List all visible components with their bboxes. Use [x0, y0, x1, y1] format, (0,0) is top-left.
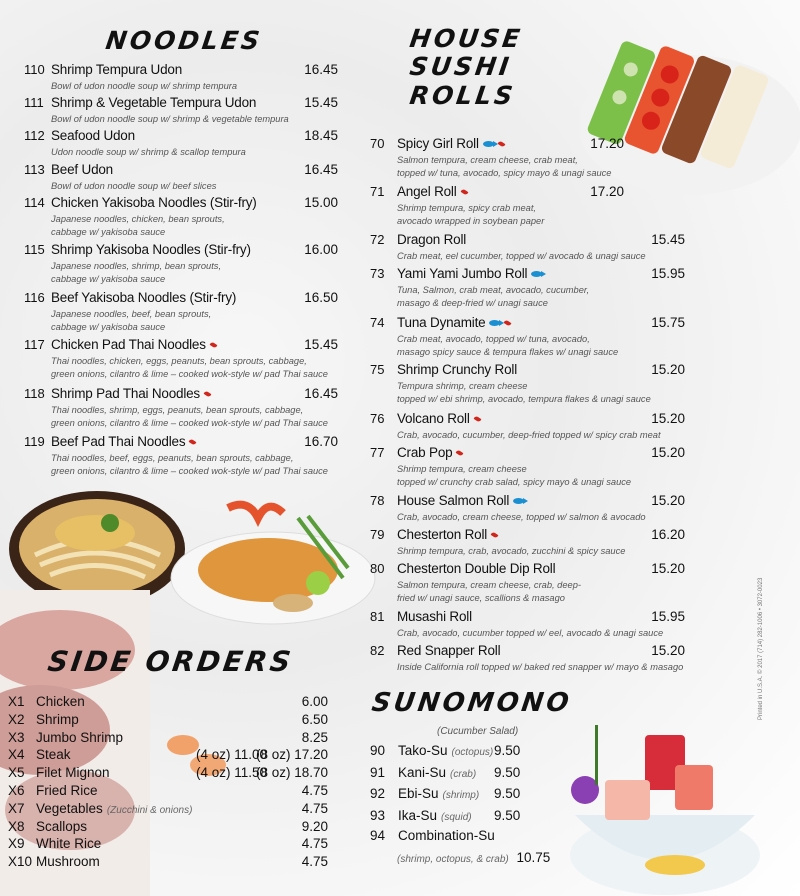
roll-item	[370, 184, 688, 228]
item-description: Tuna, Salmon, crab meat, avocado, cucumber,	[397, 285, 590, 295]
item-description: cabbage w/ yakisoba sauce	[51, 322, 166, 333]
item-number: 116	[24, 290, 45, 305]
item-name	[51, 195, 257, 210]
item-name-text: Dragon Roll	[397, 232, 467, 247]
item-name	[36, 730, 123, 745]
item-code: X8	[8, 818, 25, 834]
item-name	[397, 609, 472, 624]
chili-pepper-icon	[473, 416, 481, 423]
item-note: (shrimp, octopus, & crab)	[397, 854, 509, 865]
roll-item	[370, 266, 688, 310]
item-name	[36, 836, 101, 851]
item-price: 16.50	[304, 290, 338, 305]
item-description: Japanese noodles, beef, bean sprouts,	[51, 309, 212, 319]
item-name	[397, 527, 498, 542]
item-name	[51, 242, 251, 257]
item-code: X7	[8, 800, 25, 816]
chili-pepper-icon	[504, 320, 512, 327]
item-number: 77	[370, 445, 385, 460]
item-name-text: White Rice	[36, 836, 102, 852]
noodle-item	[24, 434, 344, 478]
item-name-text: Red Snapper Roll	[397, 643, 501, 658]
item-description: Udon noodle soup w/ shrimp & scallop tempura	[51, 147, 246, 157]
item-number: 115	[24, 242, 45, 257]
item-description: topped w/ ebi shrimp, avocado, tempura flakes & unagi sauce	[397, 394, 651, 405]
item-description: masago & deep-fried w/ unagi sauce	[397, 298, 548, 309]
item-name	[51, 62, 182, 77]
item-price: 16.45	[304, 62, 338, 77]
item-name	[51, 95, 256, 110]
item-note: (squid)	[441, 811, 472, 823]
side-order-item	[8, 819, 328, 836]
item-number: 90	[370, 743, 386, 758]
item-number: 93	[370, 807, 386, 823]
heading-rolls: ROLLS	[407, 81, 518, 110]
item-name	[36, 694, 85, 709]
item-name-text: Beef Yakisoba Noodles (Stir-fry)	[51, 290, 237, 305]
item-description: topped w/ crunchy crab salad, spicy mayo & unagi sauce	[397, 477, 632, 488]
item-price: 15.20	[651, 561, 685, 576]
item-number: 91	[370, 764, 386, 780]
item-price: 15.20	[651, 643, 685, 658]
item-number: 112	[24, 128, 45, 143]
item-name	[36, 854, 100, 869]
sunomono-item	[370, 743, 550, 761]
item-name	[51, 434, 196, 449]
item-price: 16.70	[304, 434, 338, 449]
item-description: masago spicy sauce & tempura flakes w/ unagi sauce	[397, 347, 619, 358]
item-name-text: House Salmon Roll	[397, 493, 510, 508]
item-description: Inside California roll topped w/ baked red snapper w/ mayo & masago	[397, 662, 684, 672]
item-code: X4	[8, 747, 25, 763]
item-number: 78	[370, 493, 385, 508]
item-name	[36, 747, 71, 762]
item-name	[397, 266, 542, 281]
item-name	[51, 386, 211, 401]
item-code: X9	[8, 836, 25, 852]
heading-house: HOUSE	[407, 24, 525, 53]
item-name-text: Fried Rice	[36, 783, 98, 798]
item-description: cabbage w/ yakisoba sauce	[51, 227, 166, 238]
item-price: (8 oz) 18.70	[255, 765, 328, 781]
item-name-text: Beef Udon	[51, 162, 113, 177]
item-price: 10.75	[516, 850, 551, 865]
item-price: 16.00	[304, 242, 338, 257]
noodle-item	[24, 386, 344, 430]
item-description: Thai noodles, shrimp, eggs, peanuts, bean sprouts, cabbage,	[51, 405, 304, 415]
item-price: 15.20	[651, 362, 685, 377]
item-name-text: Chicken Yakisoba Noodles (Stir-fry)	[51, 195, 257, 210]
item-name	[398, 743, 493, 758]
side-order-item	[8, 801, 328, 818]
noodle-item	[24, 242, 344, 286]
pad-thai-photo	[168, 488, 378, 628]
item-name-text: Seafood Udon	[51, 128, 135, 143]
item-price: 4.75	[301, 800, 328, 816]
sunomono-item	[370, 808, 550, 826]
sunomono-subtitle: (Cucumber Salad)	[437, 726, 519, 737]
item-number: 110	[24, 62, 45, 77]
item-price: 16.45	[304, 386, 338, 401]
item-name-text: Angel Roll	[397, 184, 457, 199]
chili-pepper-icon	[203, 391, 211, 398]
fish-icon	[483, 141, 494, 147]
item-name-text: Chesterton Double Dip Roll	[397, 561, 556, 576]
chili-pepper-icon	[491, 532, 499, 539]
item-name	[397, 643, 500, 658]
item-price: 15.20	[651, 493, 685, 508]
item-name	[398, 808, 472, 823]
item-description: cabbage w/ yakisoba sauce	[51, 274, 166, 285]
item-note: (Zucchini & onions)	[106, 804, 193, 816]
item-number: 117	[24, 337, 45, 352]
chili-pepper-icon	[456, 450, 464, 457]
item-price: 9.50	[494, 807, 521, 823]
item-price: 16.20	[651, 527, 685, 542]
item-description: Japanese noodles, shrimp, bean sprouts,	[51, 261, 222, 271]
item-number: 72	[370, 232, 385, 247]
item-name-text: Musashi Roll	[397, 609, 472, 624]
chili-pepper-icon	[497, 141, 505, 148]
item-name	[36, 819, 87, 834]
item-number: 79	[370, 527, 385, 542]
sunomono-item	[370, 786, 550, 804]
item-description: Bowl of udon noodle soup w/ shrimp & vegetable tempura	[51, 114, 289, 124]
side-order-item	[8, 712, 328, 729]
item-number: 92	[370, 786, 386, 801]
side-order-item	[8, 836, 328, 853]
item-price-small: (4 oz) 11.50	[196, 765, 268, 781]
item-name-text: Ebi-Su	[398, 786, 439, 801]
item-number: 73	[370, 266, 385, 281]
item-number: 81	[370, 609, 385, 624]
noodle-item	[24, 290, 344, 334]
item-description: Crab, avocado, cream cheese, topped w/ salmon & avocado	[397, 512, 646, 522]
item-price: 6.50	[301, 711, 328, 727]
item-note: (shrimp)	[442, 790, 480, 801]
item-number: 76	[370, 411, 385, 426]
item-number: 94	[370, 828, 386, 843]
item-description: Thai noodles, chicken, eggs, peanuts, bean sprouts, cabbage,	[51, 356, 307, 366]
fish-icon	[513, 498, 524, 504]
noodle-item	[24, 195, 344, 239]
side-order-item	[8, 730, 328, 747]
roll-item	[370, 136, 688, 180]
item-price-small: (4 oz) 11.00	[196, 747, 268, 763]
item-name	[397, 561, 555, 576]
item-name	[398, 765, 476, 780]
item-name: Combination-Su	[398, 828, 495, 843]
item-description: fried w/ unagi sauce, scallions & masago	[397, 593, 565, 604]
item-name-text: Mushroom	[36, 854, 100, 870]
item-number: 82	[370, 643, 385, 658]
item-price: 15.20	[651, 445, 685, 460]
item-description: Bowl of udon noodle soup w/ beef slices	[51, 181, 217, 191]
heading-sunomono: SUNOMONO	[369, 688, 574, 718]
item-price: 9.50	[494, 786, 521, 801]
item-name	[51, 162, 113, 177]
item-description: topped w/ tuna, avocado, spicy mayo & unagi sauce	[397, 168, 612, 179]
heading-sushi: SUSHI	[407, 52, 514, 81]
item-price: (8 oz) 17.20	[255, 747, 328, 763]
item-price: 16.45	[304, 162, 338, 177]
item-name-text: Shrimp Pad Thai Noodles	[51, 386, 200, 401]
item-number: 71	[370, 184, 385, 199]
item-price: 15.00	[304, 195, 338, 210]
item-name	[397, 184, 468, 199]
item-description: Crab, avocado, cucumber topped w/ eel, avocado & unagi sauce	[397, 628, 664, 638]
item-code: X3	[8, 729, 25, 745]
item-name	[36, 801, 192, 816]
item-description: Shrimp tempura, cream cheese	[397, 464, 527, 474]
item-price: 15.75	[651, 315, 685, 330]
item-description: Shrimp tempura, spicy crab meat,	[397, 203, 536, 213]
item-name-text: Beef Pad Thai Noodles	[51, 434, 186, 449]
fish-icon	[489, 320, 500, 326]
item-price: 6.00	[301, 694, 328, 709]
item-name-text: Chicken	[36, 694, 85, 709]
item-name	[51, 337, 217, 352]
heading-side-orders: SIDE ORDERS	[45, 645, 296, 678]
side-order-item	[8, 694, 328, 711]
item-code: X1	[8, 694, 25, 709]
item-description: Bowl of udon noodle soup w/ shrimp tempura	[51, 81, 238, 91]
item-name	[397, 362, 517, 377]
item-description: Salmon tempura, cream cheese, crab, deep-	[397, 580, 581, 590]
item-description: green onions, cilantro & lime – cooked wok-style w/ pad Thai sauce	[51, 369, 328, 380]
item-name	[51, 128, 135, 143]
roll-item	[370, 362, 688, 406]
item-name-text: Filet Mignon	[36, 765, 110, 781]
item-name	[51, 290, 236, 305]
item-name	[397, 411, 481, 426]
side-order-item	[8, 783, 328, 800]
roll-item	[370, 643, 688, 687]
item-name-text: Chesterton Roll	[397, 527, 488, 542]
item-name	[397, 232, 466, 247]
item-name-text: Scallops	[36, 818, 88, 834]
item-name-text: Crab Pop	[397, 445, 453, 460]
item-number: 114	[24, 195, 45, 210]
sunomono-combo-note-row	[397, 850, 550, 865]
item-name	[397, 136, 505, 151]
item-number: 75	[370, 362, 385, 377]
heading-noodles: NOODLES	[103, 26, 265, 55]
item-description: green onions, cilantro & lime – cooked wok-style w/ pad Thai sauce	[51, 466, 328, 477]
item-description: green onions, cilantro & lime – cooked wok-style w/ pad Thai sauce	[51, 418, 328, 429]
item-name-text: Tako-Su	[398, 743, 448, 758]
printer-credit: Printed in U.S.A. © 2017 (714) 282-1006 • 3072-0023	[758, 577, 764, 720]
roll-item	[370, 445, 688, 489]
item-name	[36, 712, 79, 727]
item-number: 70	[370, 136, 385, 151]
item-note: (octopus)	[451, 747, 494, 758]
item-price: 15.45	[304, 95, 338, 110]
item-name	[397, 445, 463, 460]
item-name-text: Shrimp & Vegetable Tempura Udon	[51, 95, 257, 110]
item-description: Shrimp tempura, crab, avocado, zucchini & spicy sauce	[397, 546, 626, 556]
item-description: Crab, avocado, cucumber, deep-fried topped w/ spicy crab meat	[397, 430, 661, 440]
item-price: 9.50	[494, 764, 521, 780]
item-price: 4.75	[301, 836, 328, 852]
noodle-item	[24, 337, 344, 381]
item-name-text: Shrimp Crunchy Roll	[397, 362, 517, 377]
item-code: X2	[8, 711, 25, 727]
item-description: avocado wrapped in soybean paper	[397, 216, 545, 227]
item-price: 15.95	[651, 266, 685, 281]
item-price: 15.45	[651, 232, 685, 247]
item-price: 9.50	[494, 743, 521, 758]
item-name-text: Kani-Su	[398, 764, 447, 780]
item-price: 15.95	[651, 609, 685, 624]
item-name-text: Tuna Dynamite	[397, 315, 486, 330]
item-number: 74	[370, 315, 385, 330]
chili-pepper-icon	[189, 439, 197, 446]
item-price: 9.20	[301, 818, 328, 834]
item-price: 15.20	[651, 411, 685, 426]
side-order-item	[8, 854, 328, 871]
item-code: X6	[8, 783, 25, 798]
item-name-text: Volcano Roll	[397, 411, 470, 426]
item-name-text: Shrimp Yakisoba Noodles (Stir-fry)	[51, 242, 251, 257]
side-order-item	[8, 765, 328, 782]
item-code: X10	[8, 854, 33, 870]
item-name-text: Shrimp Tempura Udon	[51, 62, 183, 77]
item-description: Japanese noodles, chicken, bean sprouts,	[51, 214, 225, 224]
item-name-text: Steak	[36, 747, 71, 763]
item-price: 4.75	[301, 783, 328, 798]
item-name-text: Ika-Su	[398, 807, 438, 823]
item-note: (crab)	[450, 768, 477, 780]
item-name-text: Vegetables	[36, 800, 103, 816]
sunomono-item	[370, 765, 550, 783]
item-number: 111	[24, 95, 44, 110]
item-price: 17.20	[590, 136, 624, 151]
item-number: 119	[24, 434, 45, 449]
item-name-text: Spicy Girl Roll	[397, 136, 479, 151]
item-name-text: Chicken Pad Thai Noodles	[51, 337, 206, 352]
item-name	[398, 786, 479, 801]
item-description: Salmon tempura, cream cheese, crab meat,	[397, 155, 578, 165]
item-name-text: Shrimp	[36, 711, 79, 727]
sunomono-combo	[370, 828, 550, 846]
chili-pepper-icon	[209, 342, 217, 349]
roll-item	[370, 315, 688, 359]
item-name-text: Yami Yami Jumbo Roll	[397, 266, 528, 281]
item-price: 17.20	[590, 184, 624, 199]
item-code: X5	[8, 765, 25, 781]
item-number: 118	[24, 386, 45, 401]
item-price: 4.75	[301, 854, 328, 870]
item-number: 113	[24, 162, 45, 177]
item-price: 8.25	[301, 729, 328, 745]
fish-icon	[531, 271, 542, 277]
sashimi-bowl-photo	[555, 725, 760, 896]
item-name	[36, 783, 98, 798]
item-description: Crab meat, avocado, topped w/ tuna, avocado,	[397, 334, 590, 344]
item-description: Tempura shrimp, cream cheese	[397, 381, 528, 391]
item-name	[397, 315, 511, 330]
item-number: 80	[370, 561, 385, 576]
item-price: 15.45	[304, 337, 338, 352]
side-order-item	[8, 747, 328, 764]
item-price: 18.45	[304, 128, 338, 143]
item-description: Thai noodles, beef, eggs, peanuts, bean sprouts, cabbage,	[51, 453, 294, 463]
item-name	[36, 765, 110, 780]
item-name-text: Jumbo Shrimp	[36, 729, 124, 745]
item-name	[397, 493, 524, 508]
item-description: Crab meat, eel cucumber, topped w/ avocado & unagi sauce	[397, 251, 646, 261]
roll-item	[370, 561, 688, 605]
chili-pepper-icon	[460, 189, 468, 196]
